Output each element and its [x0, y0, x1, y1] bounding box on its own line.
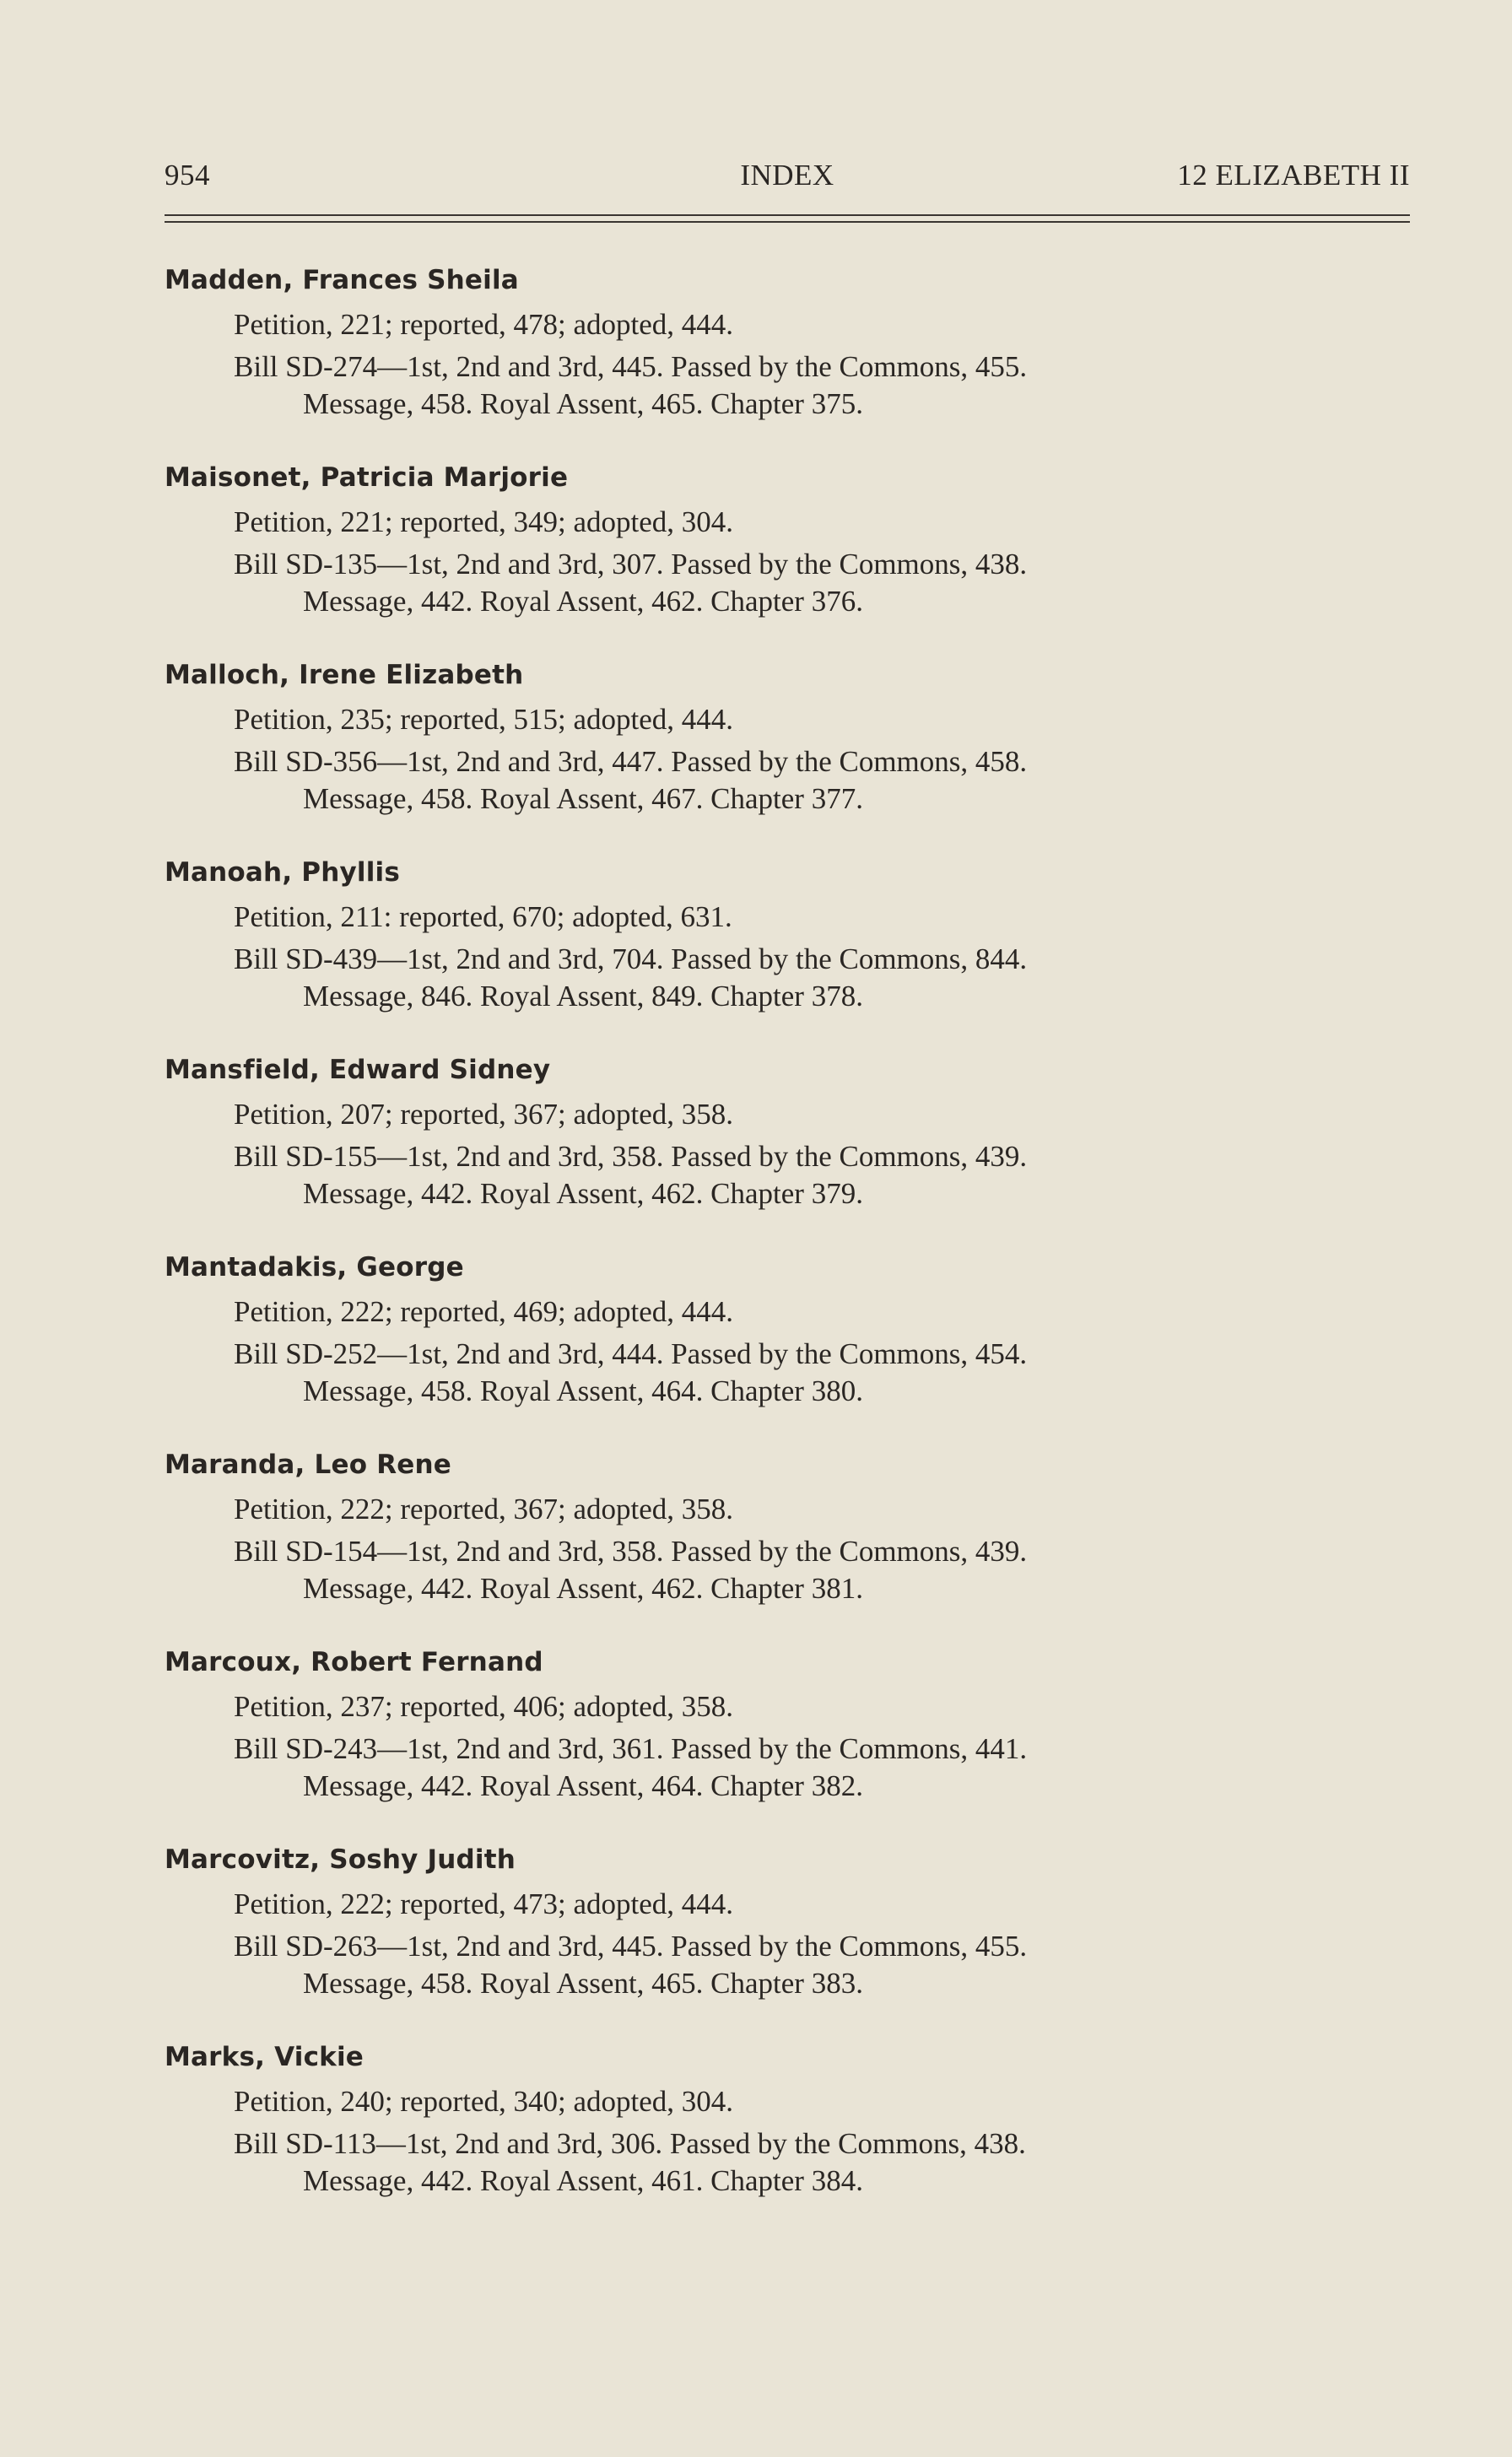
entry-bill: Bill SD-263—1st, 2nd and 3rd, 445. Passed by the Commons, 455. — [234, 1930, 1028, 1963]
index-entry — [165, 656, 1410, 854]
entry-message: Message, 458. Royal Assent, 467. Chapter 377. — [303, 782, 863, 815]
entry-petition: Petition, 237; reported, 406; adopted, 358. — [234, 1690, 733, 1723]
entry-bill: Bill SD-113—1st, 2nd and 3rd, 306. Passed by the Commons, 438. — [234, 2127, 1026, 2160]
entry-message: Message, 442. Royal Assent, 461. Chapter 384. — [303, 2164, 863, 2197]
index-entry — [165, 1644, 1410, 1841]
entry-bill: Bill SD-439—1st, 2nd and 3rd, 704. Passed by the Commons, 844. — [234, 942, 1028, 975]
entry-petition: Petition, 221; reported, 478; adopted, 444. — [234, 308, 733, 341]
entry-bill: Bill SD-243—1st, 2nd and 3rd, 361. Passed by the Commons, 441. — [234, 1732, 1028, 1765]
page-header — [165, 159, 1410, 196]
entry-name: Marks, Vickie — [165, 2042, 364, 2072]
index-entry — [165, 2038, 1410, 2236]
index-entry — [165, 1249, 1410, 1446]
entry-name: Maranda, Leo Rene — [165, 1450, 451, 1480]
entry-petition: Petition, 222; reported, 473; adopted, 444. — [234, 1887, 733, 1920]
index-entry — [165, 262, 1410, 459]
entry-message: Message, 458. Royal Assent, 465. Chapter 383. — [303, 1967, 863, 2000]
entry-bill: Bill SD-154—1st, 2nd and 3rd, 358. Passed by the Commons, 439. — [234, 1535, 1028, 1568]
entry-message: Message, 442. Royal Assent, 462. Chapter 376. — [303, 585, 863, 618]
index-entry — [165, 854, 1410, 1051]
entry-message: Message, 458. Royal Assent, 465. Chapter 375. — [303, 387, 863, 420]
entry-message: Message, 442. Royal Assent, 462. Chapter 381. — [303, 1572, 863, 1605]
entry-petition: Petition, 222; reported, 469; adopted, 444. — [234, 1295, 733, 1328]
index-entry — [165, 1841, 1410, 2038]
entry-petition: Petition, 207; reported, 367; adopted, 358. — [234, 1098, 733, 1131]
entry-message: Message, 442. Royal Assent, 464. Chapter 382. — [303, 1769, 863, 1802]
entry-name: Madden, Frances Sheila — [165, 265, 519, 295]
entry-name: Marcoux, Robert Fernand — [165, 1647, 543, 1677]
entry-petition: Petition, 222; reported, 367; adopted, 358. — [234, 1493, 733, 1526]
page-number: 954 — [165, 159, 210, 192]
index-entries — [165, 262, 1410, 2236]
entry-name: Malloch, Irene Elizabeth — [165, 660, 524, 690]
entry-name: Manoah, Phyllis — [165, 857, 401, 888]
index-entry — [165, 459, 1410, 656]
entry-bill: Bill SD-135—1st, 2nd and 3rd, 307. Passed by the Commons, 438. — [234, 548, 1028, 580]
entry-bill: Bill SD-274—1st, 2nd and 3rd, 445. Passed by the Commons, 455. — [234, 350, 1028, 383]
index-entry — [165, 1051, 1410, 1249]
section-title: INDEX — [740, 159, 834, 192]
volume-title: 12 ELIZABETH II — [1177, 159, 1410, 192]
entry-bill: Bill SD-356—1st, 2nd and 3rd, 447. Passed by the Commons, 458. — [234, 745, 1028, 778]
entry-petition: Petition, 211: reported, 670; adopted, 631. — [234, 900, 732, 933]
entry-name: Marcovitz, Soshy Judith — [165, 1844, 516, 1875]
entry-petition: Petition, 235; reported, 515; adopted, 444. — [234, 703, 733, 736]
entry-message: Message, 458. Royal Assent, 464. Chapter 380. — [303, 1374, 863, 1407]
entry-message: Message, 846. Royal Assent, 849. Chapter 378. — [303, 980, 863, 1012]
entry-name: Mantadakis, George — [165, 1252, 464, 1282]
entry-petition: Petition, 221; reported, 349; adopted, 304. — [234, 505, 733, 538]
header-double-rule — [165, 214, 1410, 223]
entry-name: Mansfield, Edward Sidney — [165, 1055, 551, 1085]
entry-name: Maisonet, Patricia Marjorie — [165, 462, 569, 493]
entry-bill: Bill SD-252—1st, 2nd and 3rd, 444. Passed by the Commons, 454. — [234, 1337, 1028, 1370]
entry-message: Message, 442. Royal Assent, 462. Chapter 379. — [303, 1177, 863, 1210]
index-entry — [165, 1446, 1410, 1644]
entry-petition: Petition, 240; reported, 340; adopted, 304. — [234, 2085, 733, 2118]
entry-bill: Bill SD-155—1st, 2nd and 3rd, 358. Passed by the Commons, 439. — [234, 1140, 1028, 1173]
